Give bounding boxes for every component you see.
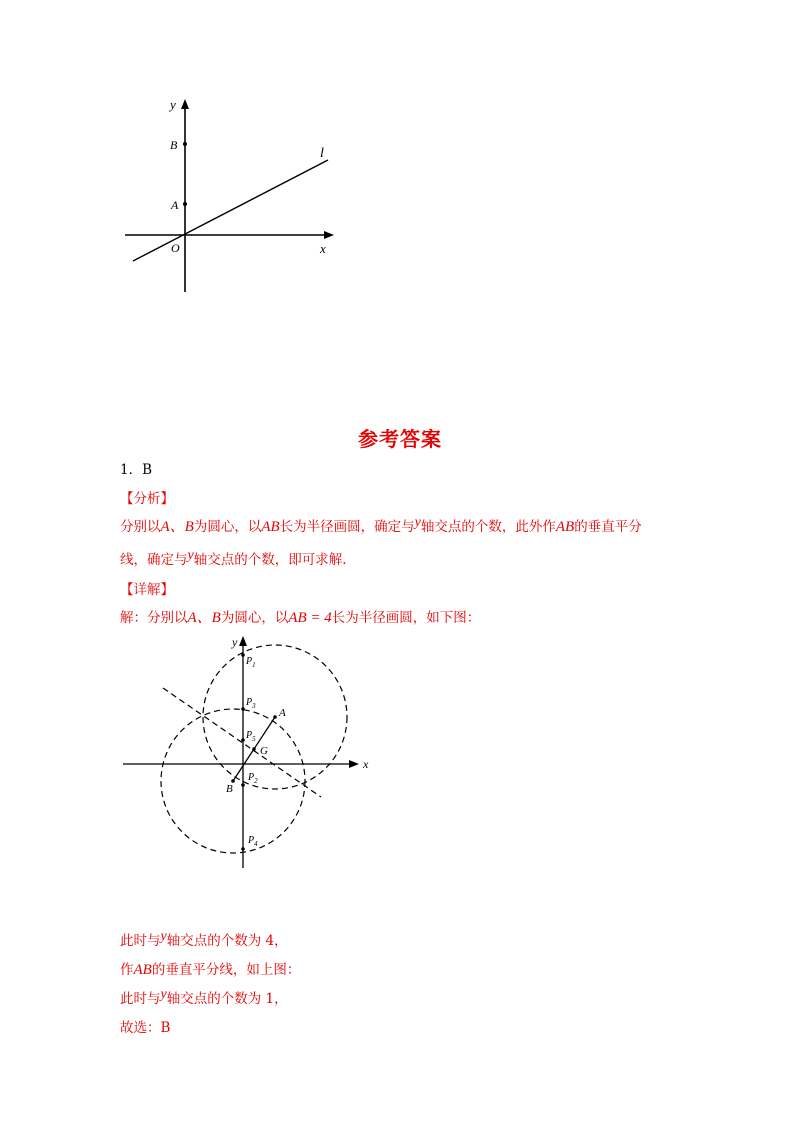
text: 作: [120, 962, 134, 978]
answer-number: 1．B: [120, 462, 153, 478]
y-label: y: [170, 97, 176, 112]
detail-header: 【详解】: [120, 582, 174, 598]
result-line-1: [120, 929, 288, 950]
text: 分别以: [120, 519, 161, 535]
math-AB: AB: [133, 962, 152, 978]
text: 长为半径画圆，确定与: [279, 519, 415, 535]
math-y: y: [160, 987, 167, 1002]
math-y: y: [414, 515, 421, 530]
B-label: B: [170, 138, 178, 152]
final-answer: 故选：B: [120, 1020, 171, 1036]
point-P4: [241, 847, 245, 851]
point-A: [273, 715, 277, 719]
text: 轴交点的个数为 4，: [166, 933, 288, 949]
text: 轴交点的个数，此外作: [420, 519, 556, 535]
P5-label: $P_5$: [246, 730, 256, 743]
line-l: [133, 160, 328, 261]
point-G: [252, 747, 256, 751]
math-AB: AB: [261, 519, 280, 535]
P4-label: $P_4$: [248, 835, 258, 848]
O-label: O: [171, 241, 180, 255]
line-l-figure: [115, 95, 345, 300]
analysis-header: 【分析】: [120, 491, 174, 507]
analysis-line-2: [120, 548, 347, 569]
math-AB-eq-4: AB = 4: [288, 610, 332, 626]
A-label: A: [279, 707, 286, 719]
detail-line-1: [120, 606, 480, 627]
text: 此时与: [120, 991, 161, 1007]
text: 的垂直平分线，如上图：: [151, 962, 301, 978]
G-label: G: [260, 745, 268, 757]
y-label: y: [232, 635, 238, 649]
l-label: l: [320, 146, 324, 161]
A-label: A: [171, 198, 179, 212]
analysis-line-1: [120, 515, 642, 536]
P3-label: $P_3$: [246, 697, 256, 710]
x-axis-arrow: [324, 231, 334, 239]
math-AB: A、B: [187, 610, 221, 626]
text: 为圆心，以: [193, 519, 262, 535]
x-axis-arrow: [349, 760, 359, 768]
point-A: [183, 202, 187, 206]
circles-figure: [118, 630, 378, 875]
text: 此时与: [120, 933, 161, 949]
result-line-3: [120, 987, 288, 1008]
text: 长为半径画圆，如下图：: [331, 610, 481, 626]
x-label: x: [320, 241, 326, 256]
x-label: x: [363, 757, 369, 771]
math-AB: AB: [555, 519, 575, 535]
text: 解：分别以: [120, 610, 188, 626]
text: 的垂直平分: [574, 519, 642, 535]
text: 轴交点的个数为 1，: [166, 991, 288, 1007]
text: 线，确定与: [120, 552, 188, 568]
answer-title: 参考答案: [358, 427, 442, 451]
point-P3: [241, 707, 245, 711]
perpendicular-bisector: [163, 688, 321, 797]
math-y: y: [160, 929, 167, 944]
B-label: B: [226, 783, 233, 795]
result-line-2: [120, 958, 300, 979]
point-P5: [241, 738, 245, 742]
math-y: y: [187, 548, 194, 563]
point-B: [183, 142, 187, 146]
text: 为圆心，以: [220, 610, 289, 626]
P1-label: $P_1$: [246, 656, 256, 669]
point-P1: [241, 653, 245, 657]
y-axis-arrow: [181, 99, 189, 109]
text: 轴交点的个数，即可求解.: [193, 552, 347, 568]
P2-label: $P_2$: [248, 772, 258, 785]
y-axis-arrow: [239, 636, 247, 646]
point-P2: [241, 783, 245, 787]
math-AB: A、B: [160, 519, 194, 535]
